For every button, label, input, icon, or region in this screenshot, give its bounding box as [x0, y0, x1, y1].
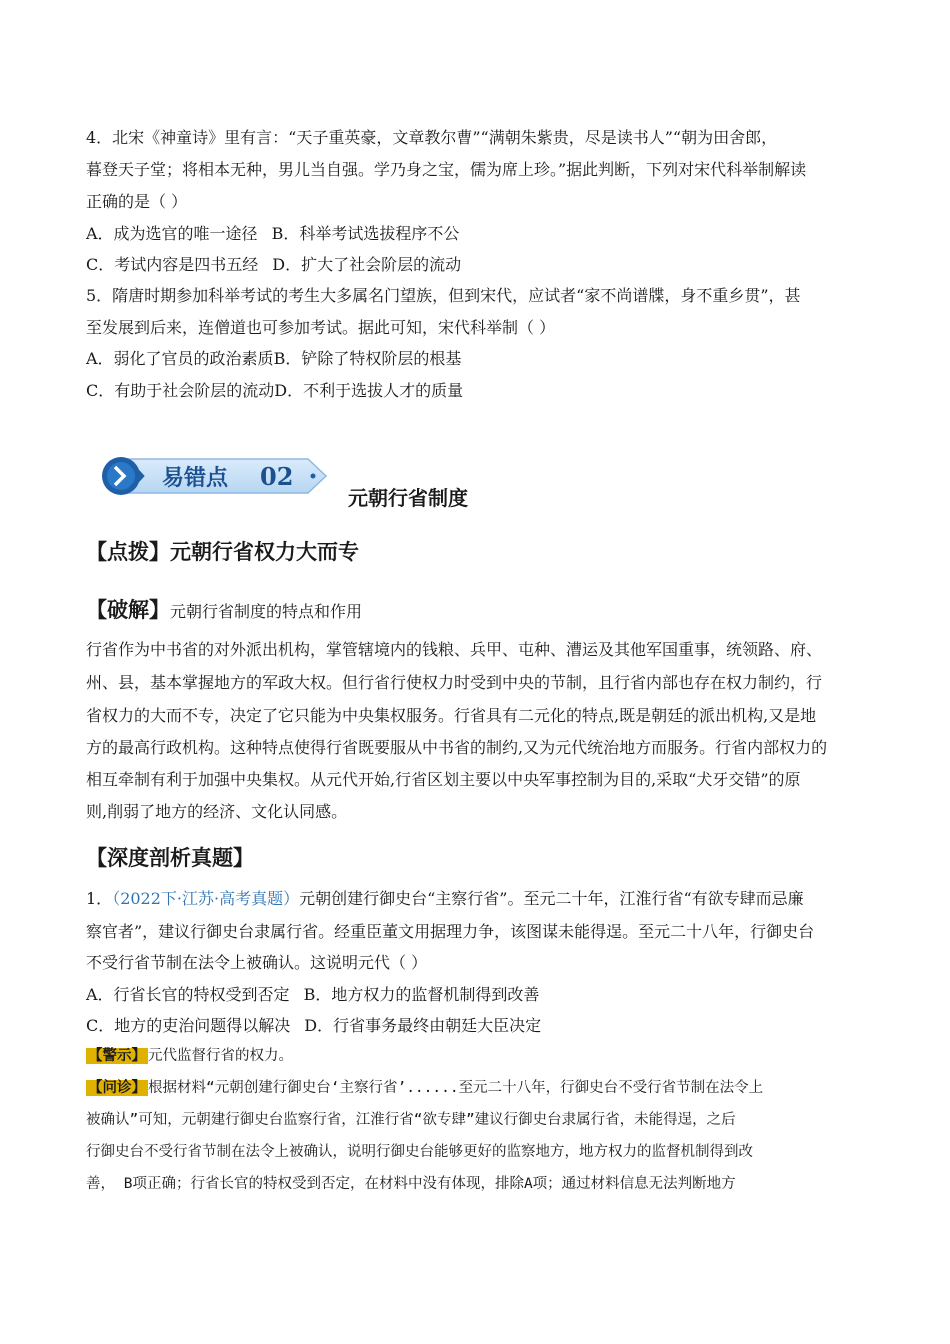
tip-label: 【点拨】	[86, 540, 170, 564]
q1-line2: 察官者”，建议行御史台隶属行省。经重臣董文用据理力争，该图谋未能得逞。至元二十八年，行御史台	[86, 922, 815, 941]
body-line-1: 行省作为中书省的对外派出机构，掌管辖境内的钱粮、兵甲、屯种、漕运及其他军国重事，统领路、府、	[86, 640, 823, 659]
q4-option-b: B．科举考试选拔程序不公	[271, 224, 460, 243]
q5-options-row2	[86, 381, 463, 401]
q1-line1	[86, 889, 804, 909]
q5-line2: 至发展到后来，连僧道也可参加考试。据此可知，宋代科举制（ ）	[86, 318, 556, 337]
q1-option-c: C．地方的吏治问题得以解决	[86, 1016, 291, 1035]
q4-option-d: D．扩大了社会阶层的流动	[272, 255, 462, 274]
warning-tag: 【警示】	[88, 1048, 146, 1064]
banner-label: 易错点	[162, 466, 229, 491]
q4-line1: 4．北宋《神童诗》里有言：“天子重英豪，文章教尔曹”“满朝朱紫贵，尽是读书人”“朝为田舍郎，	[86, 128, 778, 147]
q5-options-row1	[86, 349, 461, 369]
banner-number: 02	[260, 462, 294, 491]
body-line-5: 相互牵制有利于加强中央集权。从元代开始,行省区划主要以中央军事控制为目的,采取“犬牙交错”的原	[86, 770, 801, 789]
q5-option-b: B．铲除了特权阶层的根基	[273, 349, 462, 368]
q5-option-c: C．有助于社会阶层的流动	[86, 381, 275, 400]
warning-line	[86, 1046, 293, 1066]
tip-heading	[86, 536, 359, 566]
diagnosis-line1	[86, 1078, 763, 1098]
diagnosis-line4: 善， B项正确；行省长官的特权受到否定，在材料中没有体现，排除A项；通过材料信息无法判断地方	[86, 1176, 736, 1192]
solve-text: 元朝行省制度的特点和作用	[170, 602, 363, 621]
q1-number: 1．	[86, 889, 113, 908]
q1-option-a: A．行省长官的特权受到否定	[86, 985, 290, 1004]
q4-options-row2	[86, 255, 461, 275]
body-line-6: 则,削弱了地方的经济、文化认同感。	[86, 802, 348, 821]
section-title: 元朝行省制度	[348, 486, 468, 510]
warning-text: 元代监督行省的权力。	[148, 1048, 293, 1064]
q1-options-row2	[86, 1016, 541, 1036]
tip-text: 元朝行省权力大而专	[170, 540, 359, 564]
body-line-2: 州、县，基本掌握地方的军政大权。但行省行使权力时受到中央的节制，且行省内部也存在权力制约，行	[86, 673, 823, 692]
q4-option-c: C．考试内容是四书五经	[86, 255, 259, 274]
diagnosis-text-1: 根据材料“元朝创建行御史台‘主察行省’......至元二十八年，行御史台不受行省节制在法令上	[148, 1080, 764, 1096]
section-banner	[100, 455, 330, 497]
analysis-heading: 【深度剖析真题】	[86, 846, 254, 870]
diagnosis-tag: 【问诊】	[88, 1080, 146, 1096]
q4-line2: 暮登天子堂；将相本无种，男儿当自强。学乃身之宝，儒为席上珍。”据此判断，下列对宋代科举制解读	[86, 160, 807, 179]
q1-source-link[interactable]: （2022下·江苏·高考真题）	[112, 889, 300, 908]
solve-label: 【破解】	[86, 598, 170, 622]
q1-line1-text: 元朝创建行御史台“主察行省”。至元二十年，江淮行省“有欲专肆而忌廉	[299, 889, 804, 908]
q4-option-a: A．成为选官的唯一途径	[86, 224, 258, 243]
solve-heading	[86, 594, 362, 624]
q4-line3: 正确的是（ ）	[86, 192, 188, 211]
body-line-4: 方的最高行政机构。这种特点使得行省既要服从中书省的制约,又为元代统治地方而服务。行省内部权力的	[86, 738, 828, 757]
diagnosis-line3: 行御史台不受行省节制在法令上被确认，说明行御史台能够更好的监察地方，地方权力的监督机制得到改	[86, 1144, 753, 1160]
body-line-3: 省权力的大而不专，决定了它只能为中央集权服务。行省具有二元化的特点,既是朝廷的派出机构,又是地	[86, 706, 817, 725]
q1-option-d: D．行省事务最终由朝廷大臣决定	[304, 1016, 542, 1035]
q5-line1: 5．隋唐时期参加科举考试的考生大多属名门望族，但到宋代，应试者“家不尚谱牒，身不重乡贯”，甚	[86, 286, 801, 305]
q5-option-a: A．弱化了官员的政治素质	[86, 349, 274, 368]
q1-option-b: B．地方权力的监督机制得到改善	[303, 985, 540, 1004]
q4-options-row1	[86, 224, 459, 244]
q1-line3: 不受行省节制在法令上被确认。这说明元代（ ）	[86, 953, 428, 972]
q1-options-row1	[86, 985, 539, 1005]
q5-option-d: D．不利于选拔人才的质量	[274, 381, 464, 400]
diagnosis-line2: 被确认”可知，元朝建行御史台监察行省，江淮行省“欲专肆”建议行御史台隶属行省，未能得逞，之后	[86, 1112, 736, 1128]
